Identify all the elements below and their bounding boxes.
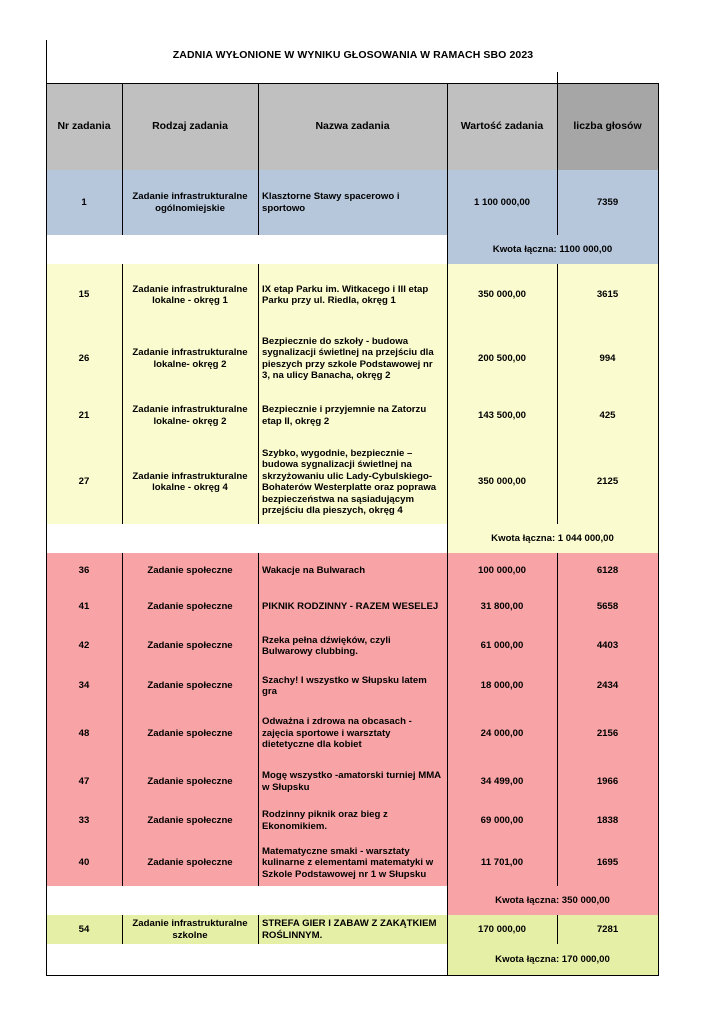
cell-wartosc: 350 000,00 xyxy=(447,264,557,326)
grid-line xyxy=(447,801,448,840)
grid-line xyxy=(46,326,47,391)
grid-line xyxy=(122,264,123,326)
grid-line xyxy=(258,762,259,801)
cell-rodzaj: Zadanie infrastrukturalne lokalne- okręg 2 xyxy=(122,391,258,440)
grid-line xyxy=(557,667,558,705)
grid-line xyxy=(557,83,558,170)
grid-line xyxy=(46,667,47,705)
grid-line xyxy=(46,801,47,840)
grid-line xyxy=(258,264,259,326)
grid-line xyxy=(447,326,448,391)
grid-line xyxy=(46,524,47,553)
grid-line xyxy=(658,326,659,391)
cell-glosy: 4403 xyxy=(557,625,658,667)
grid-line xyxy=(658,170,659,235)
cell-nazwa: Szybko, wygodnie, bezpiecznie – budowa sygnalizacji świetlnej na skrzyżowaniu ulic Lady-Cybulskiego-Bohaterów Westerplatte oraz poprawa bezpieczeństwa na sąsiadującym przejściu dla pieszych, okręg 4 xyxy=(258,440,447,524)
grid-line xyxy=(258,840,259,886)
grid-line xyxy=(447,944,448,975)
grid-line xyxy=(658,886,659,915)
cell-nr: 33 xyxy=(46,801,122,840)
grid-line xyxy=(447,705,448,762)
total-amount: Kwota łączna: 1 044 000,00 xyxy=(447,524,658,553)
grid-line xyxy=(658,524,659,553)
cell-nazwa: Wakacje na Bulwarach xyxy=(258,553,447,588)
cell-rodzaj: Zadanie infrastrukturalne lokalne- okręg 2 xyxy=(122,326,258,391)
total-row-blank xyxy=(46,235,447,264)
grid-line xyxy=(658,440,659,524)
grid-line xyxy=(46,762,47,801)
grid-line xyxy=(122,440,123,524)
cell-nazwa: IX etap Parku im. Witkacego i III etap Parku przy ul. Riedla, okręg 1 xyxy=(258,264,447,326)
cell-rodzaj: Zadanie społeczne xyxy=(122,801,258,840)
grid-line xyxy=(46,915,47,944)
grid-line xyxy=(46,83,659,84)
cell-glosy: 7359 xyxy=(557,170,658,235)
cell-glosy: 2434 xyxy=(557,667,658,705)
grid-line xyxy=(46,588,47,625)
grid-line xyxy=(46,264,47,326)
cell-glosy: 6128 xyxy=(557,553,658,588)
cell-glosy: 2156 xyxy=(557,705,658,762)
header-glosy: liczba głosów xyxy=(557,83,658,170)
grid-line xyxy=(258,83,259,170)
grid-line xyxy=(658,944,659,975)
grid-line xyxy=(557,72,558,83)
header-wartosc: Wartość zadania xyxy=(447,83,557,170)
cell-nazwa: Rzeka pełna dźwięków, czyli Bulwarowy clubbing. xyxy=(258,625,447,667)
grid-line xyxy=(122,170,123,235)
cell-wartosc: 61 000,00 xyxy=(447,625,557,667)
grid-line xyxy=(447,524,448,553)
cell-glosy: 7281 xyxy=(557,915,658,944)
cell-nazwa: Rodzinny piknik oraz bieg z Ekonomikiem. xyxy=(258,801,447,840)
total-row-blank xyxy=(46,886,447,915)
cell-nr: 26 xyxy=(46,326,122,391)
cell-glosy: 2125 xyxy=(557,440,658,524)
cell-nr: 1 xyxy=(46,170,122,235)
cell-nazwa: Szachy! I wszystko w Słupsku latem gra xyxy=(258,667,447,705)
grid-line xyxy=(557,170,558,235)
grid-line xyxy=(122,667,123,705)
grid-line xyxy=(557,915,558,944)
cell-nazwa: Odważna i zdrowa na obcasach - zajęcia sportowe i warsztaty dietetyczne dla kobiet xyxy=(258,705,447,762)
grid-line xyxy=(258,915,259,944)
cell-nazwa: Mogę wszystko -amatorski turniej MMA w Słupsku xyxy=(258,762,447,801)
cell-nazwa: Bezpiecznie i przyjemnie na Zatorzu etap II, okręg 2 xyxy=(258,391,447,440)
grid-line xyxy=(658,840,659,886)
cell-nr: 36 xyxy=(46,553,122,588)
cell-rodzaj: Zadanie społeczne xyxy=(122,625,258,667)
grid-line xyxy=(447,391,448,440)
grid-line xyxy=(258,440,259,524)
cell-glosy: 994 xyxy=(557,326,658,391)
grid-line xyxy=(258,326,259,391)
total-row-blank xyxy=(46,944,447,975)
grid-line xyxy=(658,801,659,840)
grid-line xyxy=(658,915,659,944)
grid-line xyxy=(658,588,659,625)
cell-rodzaj: Zadanie infrastrukturalne lokalne - okręg 1 xyxy=(122,264,258,326)
grid-line xyxy=(447,440,448,524)
grid-line xyxy=(557,391,558,440)
cell-nazwa: Bezpiecznie do szkoły - budowa sygnalizacji świetlnej na przejściu dla pieszych przy szkole Podstawowej nr 3, na ulicy Banacha, okręg 2 xyxy=(258,326,447,391)
cell-rodzaj: Zadanie społeczne xyxy=(122,553,258,588)
grid-line xyxy=(46,705,47,762)
grid-line xyxy=(258,170,259,235)
grid-line xyxy=(46,553,47,588)
cell-wartosc: 350 000,00 xyxy=(447,440,557,524)
cell-wartosc: 34 499,00 xyxy=(447,762,557,801)
cell-glosy: 425 xyxy=(557,391,658,440)
cell-wartosc: 1 100 000,00 xyxy=(447,170,557,235)
grid-line xyxy=(258,553,259,588)
cell-wartosc: 18 000,00 xyxy=(447,667,557,705)
cell-wartosc: 11 701,00 xyxy=(447,840,557,886)
grid-line xyxy=(46,944,47,975)
cell-wartosc: 143 500,00 xyxy=(447,391,557,440)
grid-line xyxy=(557,588,558,625)
cell-nazwa: Matematyczne smaki - warsztaty kulinarne z elementami matematyki w Szkole Podstawowej nr 1 w Słupsku xyxy=(258,840,447,886)
cell-nazwa: Klasztorne Stawy spacerowo i sportowo xyxy=(258,170,447,235)
grid-line xyxy=(46,40,47,83)
grid-line xyxy=(46,170,47,235)
grid-line xyxy=(658,667,659,705)
grid-line xyxy=(658,553,659,588)
grid-line xyxy=(557,264,558,326)
total-amount: Kwota łączna: 170 000,00 xyxy=(447,944,658,975)
grid-line xyxy=(46,975,659,976)
grid-line xyxy=(122,801,123,840)
cell-glosy: 1695 xyxy=(557,840,658,886)
grid-line xyxy=(557,705,558,762)
document-title: ZADNIA WYŁONIONE W WYNIKU GŁOSOWANIA W RAMACH SBO 2023 xyxy=(172,49,534,61)
grid-line xyxy=(447,762,448,801)
grid-line xyxy=(122,83,123,170)
grid-line xyxy=(658,625,659,667)
grid-line xyxy=(122,391,123,440)
grid-line xyxy=(447,83,448,170)
grid-line xyxy=(447,588,448,625)
cell-rodzaj: Zadanie społeczne xyxy=(122,762,258,801)
grid-line xyxy=(447,667,448,705)
grid-line xyxy=(258,705,259,762)
header-nr: Nr zadania xyxy=(46,83,122,170)
grid-line xyxy=(258,625,259,667)
total-amount: Kwota łączna: 350 000,00 xyxy=(447,886,658,915)
grid-line xyxy=(46,440,47,524)
cell-wartosc: 69 000,00 xyxy=(447,801,557,840)
grid-line xyxy=(258,588,259,625)
grid-line xyxy=(447,840,448,886)
cell-nr: 27 xyxy=(46,440,122,524)
cell-rodzaj: Zadanie infrastrukturalne lokalne - okręg 4 xyxy=(122,440,258,524)
grid-line xyxy=(557,326,558,391)
cell-nr: 47 xyxy=(46,762,122,801)
cell-rodzaj: Zadanie społeczne xyxy=(122,667,258,705)
grid-line xyxy=(557,801,558,840)
grid-line xyxy=(447,915,448,944)
grid-line xyxy=(658,391,659,440)
grid-line xyxy=(122,326,123,391)
cell-nr: 40 xyxy=(46,840,122,886)
grid-line xyxy=(447,235,448,264)
cell-rodzaj: Zadanie społeczne xyxy=(122,588,258,625)
cell-wartosc: 31 800,00 xyxy=(447,588,557,625)
cell-rodzaj: Zadanie społeczne xyxy=(122,705,258,762)
cell-nr: 21 xyxy=(46,391,122,440)
cell-rodzaj: Zadanie społeczne xyxy=(122,840,258,886)
grid-line xyxy=(122,915,123,944)
grid-line xyxy=(46,391,47,440)
cell-wartosc: 170 000,00 xyxy=(447,915,557,944)
cell-nr: 34 xyxy=(46,667,122,705)
cell-wartosc: 200 500,00 xyxy=(447,326,557,391)
grid-line xyxy=(447,553,448,588)
cell-wartosc: 100 000,00 xyxy=(447,553,557,588)
grid-line xyxy=(46,840,47,886)
cell-nr: 15 xyxy=(46,264,122,326)
cell-nazwa: STREFA GIER I ZABAW Z ZAKĄTKIEM ROŚLINNYM. xyxy=(258,915,447,944)
cell-rodzaj: Zadanie infrastrukturalne ogólnomiejskie xyxy=(122,170,258,235)
cell-glosy: 1966 xyxy=(557,762,658,801)
grid-line xyxy=(122,553,123,588)
grid-line xyxy=(447,170,448,235)
grid-line xyxy=(258,391,259,440)
grid-line xyxy=(122,588,123,625)
cell-wartosc: 24 000,00 xyxy=(447,705,557,762)
cell-nazwa: PIKNIK RODZINNY - RAZEM WESELEJ xyxy=(258,588,447,625)
cell-nr: 42 xyxy=(46,625,122,667)
grid-line xyxy=(447,625,448,667)
grid-line xyxy=(46,886,47,915)
grid-line xyxy=(258,801,259,840)
cell-nr: 41 xyxy=(46,588,122,625)
grid-line xyxy=(658,705,659,762)
grid-line xyxy=(658,235,659,264)
cell-nr: 54 xyxy=(46,915,122,944)
cell-glosy: 1838 xyxy=(557,801,658,840)
cell-glosy: 3615 xyxy=(557,264,658,326)
grid-line xyxy=(122,625,123,667)
grid-line xyxy=(557,553,558,588)
grid-line xyxy=(658,264,659,326)
grid-line xyxy=(658,762,659,801)
grid-line xyxy=(122,762,123,801)
grid-line xyxy=(557,625,558,667)
total-amount: Kwota łączna: 1100 000,00 xyxy=(447,235,658,264)
cell-rodzaj: Zadanie infrastrukturalne szkolne xyxy=(122,915,258,944)
header-nazwa: Nazwa zadania xyxy=(258,83,447,170)
grid-line xyxy=(557,840,558,886)
total-row-blank xyxy=(46,524,447,553)
grid-line xyxy=(447,886,448,915)
grid-line xyxy=(447,264,448,326)
grid-line xyxy=(122,705,123,762)
grid-line xyxy=(557,762,558,801)
cell-nr: 48 xyxy=(46,705,122,762)
grid-line xyxy=(258,667,259,705)
grid-line xyxy=(557,440,558,524)
grid-line xyxy=(122,840,123,886)
cell-glosy: 5658 xyxy=(557,588,658,625)
grid-line xyxy=(658,83,659,170)
grid-line xyxy=(46,625,47,667)
grid-line xyxy=(46,83,47,170)
grid-line xyxy=(46,235,47,264)
header-rodzaj: Rodzaj zadania xyxy=(122,83,258,170)
